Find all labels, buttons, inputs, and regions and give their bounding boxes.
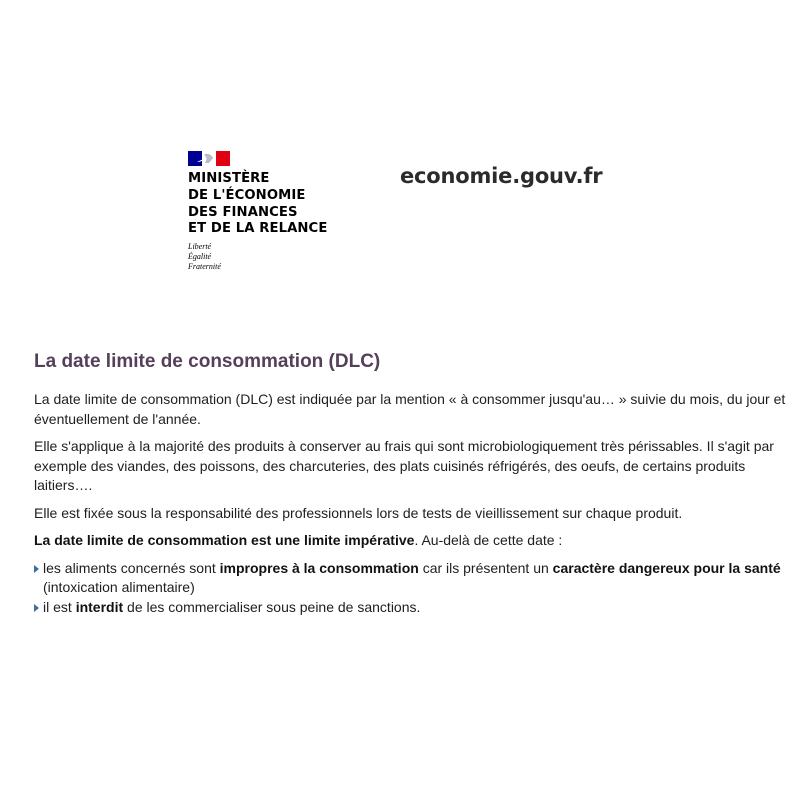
ministry-logo[interactable] <box>188 151 358 272</box>
bold-text: impropres à la consommation <box>219 559 419 576</box>
bold-text: interdit <box>75 598 124 615</box>
site-name-link[interactable]: economie.gouv.fr <box>400 164 603 188</box>
motto-line: Liberté <box>188 242 212 252</box>
bold-text: caractère dangereux pour la santé <box>552 559 781 576</box>
ministry-line: MINISTÈRE <box>188 171 270 186</box>
motto-line: Égalité <box>188 252 212 262</box>
list-item <box>34 559 794 598</box>
paragraph: La date limite de consommation (DLC) est indiquée par la mention « à consommer jusqu'au… » suivie du mois, du jour et éventuellement de l'année. <box>34 391 786 427</box>
paragraph: Elle s'applique à la majorité des produits à conserver au frais qui sont microbiologiquement très périssables. Il s'agit par exemple des viandes, des poissons, des charcuteries, des plats cuisinés réfrigérés, des oeufs, de certains produits laitiers…. <box>34 438 774 493</box>
article-title: La date limite de consommation (DLC) <box>34 351 381 372</box>
republic-motto <box>188 242 358 272</box>
ministry-name <box>188 171 358 238</box>
list-text: il est <box>43 598 76 615</box>
marianne-flag-icon <box>188 151 230 166</box>
paragraph: Elle est fixée sous la responsabilité des professionnels lors de tests de vieillissement sur chaque produit. <box>34 504 683 521</box>
consequence-list <box>34 559 794 618</box>
article-content <box>34 348 794 617</box>
list-text: les aliments concernés sont <box>43 559 220 576</box>
motto-line: Fraternité <box>188 262 221 272</box>
paragraph <box>34 531 794 551</box>
site-header <box>0 0 800 300</box>
list-text: (intoxication alimentaire) <box>43 579 195 595</box>
paragraph-text: . Au-delà de cette date : <box>414 532 563 548</box>
list-item <box>34 598 794 618</box>
bullet-arrow-icon <box>34 604 39 612</box>
list-text: car ils présentent un <box>418 559 553 576</box>
ministry-line: DES FINANCES <box>188 204 298 220</box>
ministry-line: DE L'ÉCONOMIE <box>188 187 306 203</box>
ministry-line: ET DE LA RELANCE <box>188 221 328 237</box>
list-text: de les commercialiser sous peine de sanctions. <box>123 598 421 615</box>
bold-text: La date limite de consommation est une limite impérative <box>34 532 415 548</box>
bullet-arrow-icon <box>34 565 39 573</box>
